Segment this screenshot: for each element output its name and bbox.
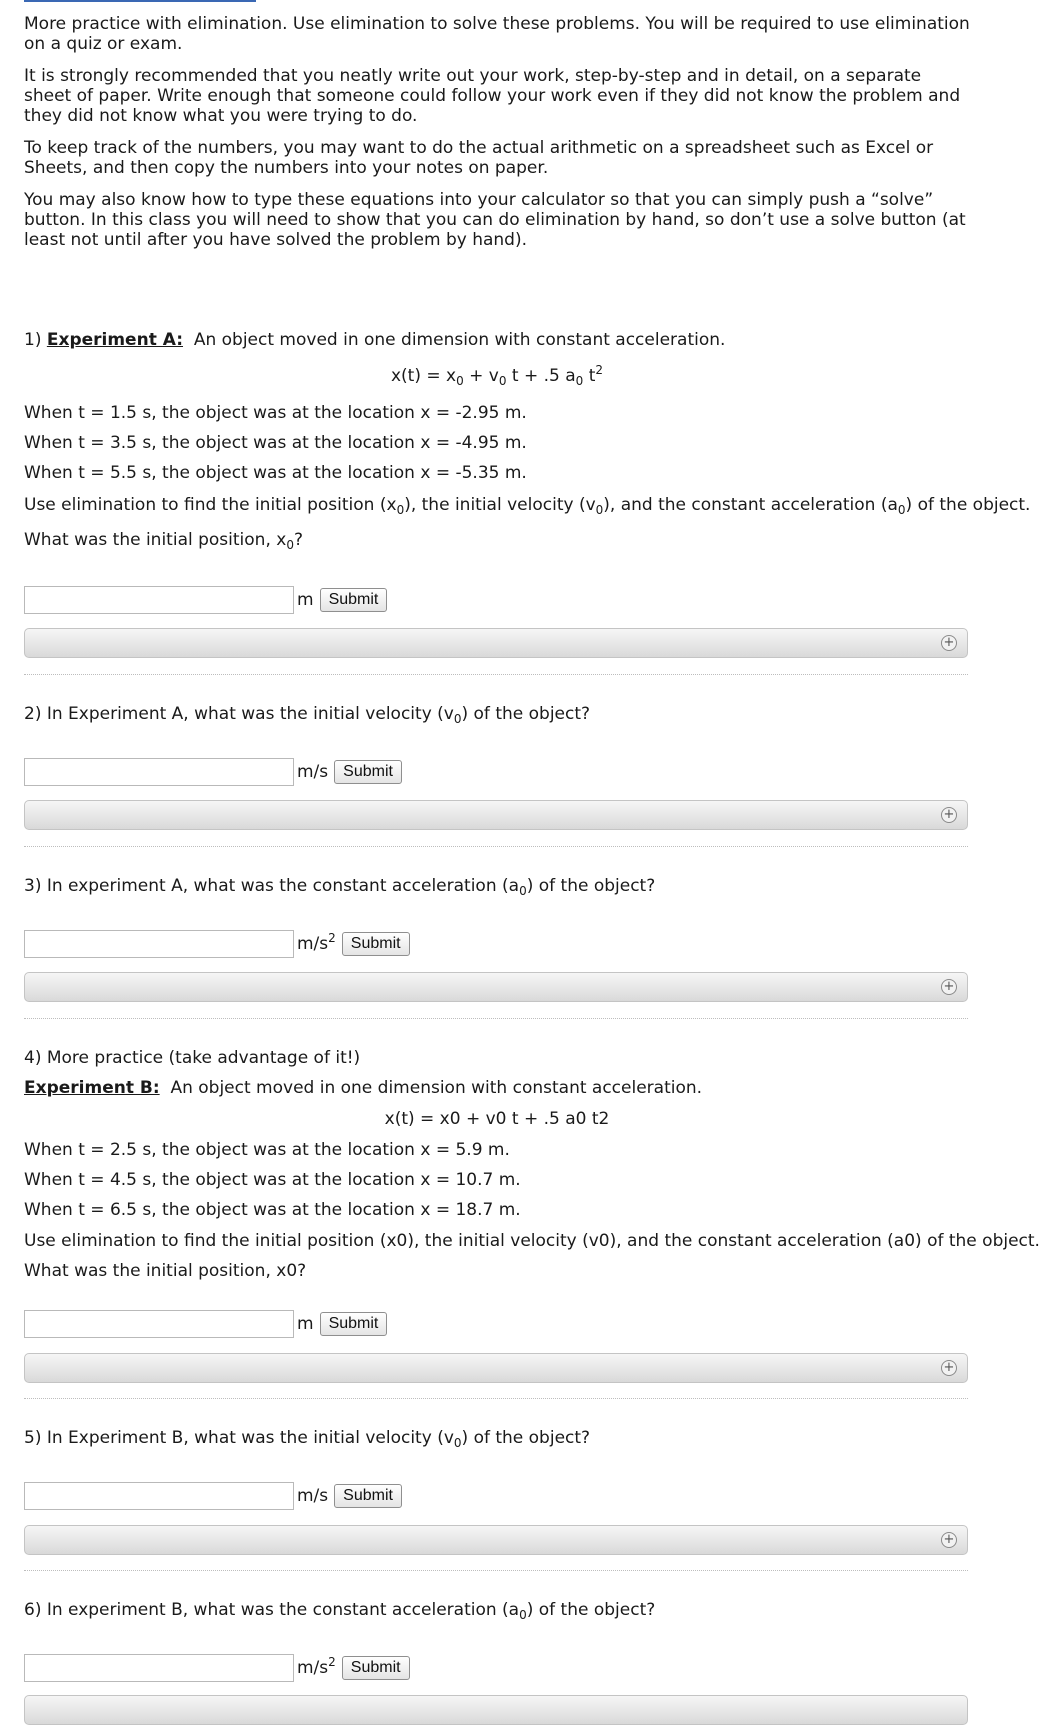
q4-data-line: When t = 6.5 s, the object was at the location x = 18.7 m. bbox=[24, 1200, 521, 1220]
plus-circle-icon[interactable]: + bbox=[941, 635, 957, 651]
q4-data-line: When t = 2.5 s, the object was at the location x = 5.9 m. bbox=[24, 1140, 510, 1160]
q2-feedback-bar[interactable] bbox=[24, 800, 968, 830]
q6-feedback-bar[interactable] bbox=[24, 1695, 968, 1725]
q3-answer-input[interactable] bbox=[24, 930, 294, 958]
intro-paragraph-2: It is strongly recommended that you neatly write out your work, step-by-step and in detail, on a separate sheet of paper. Write enough that someone could follow your work even if they did not know the problem and they did not know what you were trying to do. bbox=[24, 66, 961, 126]
q2-answer-row bbox=[24, 757, 402, 787]
q1-unit: m bbox=[297, 590, 314, 610]
q3-unit: $m/s^2$ bbox=[297, 931, 336, 954]
top-tabs-underline bbox=[24, 0, 256, 2]
divider bbox=[24, 846, 968, 847]
q1-data-line: When t = 3.5 s, the object was at the location x = -4.95 m. bbox=[24, 433, 527, 453]
q1-submit-button[interactable]: Submit bbox=[320, 588, 388, 612]
q1-answer-row bbox=[24, 585, 387, 615]
q1-header bbox=[24, 330, 725, 350]
q1-question: What was the initial position, $x_0$? bbox=[24, 530, 303, 552]
intro-paragraph-3: To keep track of the numbers, you may want to do the actual arithmetic on a spreadsheet such as Excel or Sheets, and then copy the numbers into your notes on paper. bbox=[24, 138, 934, 178]
q5-answer-input[interactable] bbox=[24, 1482, 294, 1510]
q1-instructions: Use elimination to find the initial position $(x_0)$, the initial velocity $(v_0)$, and the constant acceleration $(a_0)$ of the object. bbox=[24, 495, 1031, 517]
experiment-a-label: Experiment A: bbox=[46, 330, 184, 350]
intro-paragraph-1: More practice with elimination. Use elimination to solve these problems. You will be required to use elimination on a quiz or exam. bbox=[24, 14, 970, 54]
intro-paragraph-4: You may also know how to type these equations into your calculator so that you can simply push a “solve” button. In this class you will need to show that you can do elimination by hand, so don’t use a solve button (at least not until after you have solved the problem by hand). bbox=[24, 190, 966, 250]
q5-submit-button[interactable]: Submit bbox=[334, 1484, 402, 1508]
q4-answer-input[interactable] bbox=[24, 1310, 294, 1338]
q4-header bbox=[24, 1078, 702, 1098]
q6-unit: $m/s^2$ bbox=[297, 1655, 336, 1678]
q1-data-line: When t = 1.5 s, the object was at the location x = -2.95 m. bbox=[24, 403, 527, 423]
experiment-a-equation: $x(t) = x_0 + v_0$ t + .5 $a_0$ $t^2$ bbox=[390, 363, 604, 388]
q4-question: What was the initial position, x0? bbox=[24, 1261, 307, 1281]
q1-data-line: When t = 5.5 s, the object was at the location x = -5.35 m. bbox=[24, 463, 527, 483]
q3-submit-button[interactable]: Submit bbox=[342, 932, 410, 956]
q6-submit-button[interactable]: Submit bbox=[342, 1656, 410, 1680]
q6-answer-row bbox=[24, 1653, 410, 1683]
q2-answer-input[interactable] bbox=[24, 758, 294, 786]
plus-circle-icon[interactable]: + bbox=[941, 807, 957, 823]
plus-circle-icon[interactable]: + bbox=[941, 1532, 957, 1548]
experiment-a-description: An object moved in one dimension with constant acceleration. bbox=[193, 330, 726, 350]
q4-answer-row bbox=[24, 1309, 387, 1339]
q3-question: 3) In experiment A, what was the constant acceleration $(a_0)$ of the object? bbox=[24, 876, 656, 898]
divider bbox=[24, 1570, 968, 1571]
q5-answer-row bbox=[24, 1481, 402, 1511]
plus-circle-icon[interactable]: + bbox=[941, 1360, 957, 1376]
q4-instructions: Use elimination to find the initial position (x0), the initial velocity (v0), and the constant acceleration (a0) of the object. bbox=[24, 1231, 1040, 1251]
q1-number: 1) bbox=[24, 330, 42, 350]
q4-unit: m bbox=[297, 1314, 314, 1334]
q6-question: 6) In experiment B, what was the constant acceleration $(a_0)$ of the object? bbox=[24, 1600, 656, 1622]
q4-title: 4) More practice (take advantage of it!) bbox=[24, 1048, 361, 1068]
q4-feedback-bar[interactable] bbox=[24, 1353, 968, 1383]
intro-section bbox=[24, 14, 970, 262]
q5-unit: m/s bbox=[297, 1486, 329, 1506]
divider bbox=[24, 1018, 968, 1019]
q2-submit-button[interactable]: Submit bbox=[334, 760, 402, 784]
divider bbox=[24, 674, 968, 675]
plus-circle-icon[interactable]: + bbox=[941, 979, 957, 995]
experiment-b-equation: x(t) = x0 + v0 t + .5 a0 t2 bbox=[384, 1109, 610, 1129]
experiment-b-label: Experiment B: bbox=[24, 1078, 160, 1098]
divider bbox=[24, 1398, 968, 1399]
experiment-b-description: An object moved in one dimension with constant acceleration. bbox=[170, 1078, 703, 1098]
q1-feedback-bar[interactable] bbox=[24, 628, 968, 658]
q1-answer-input[interactable] bbox=[24, 586, 294, 614]
q5-feedback-bar[interactable] bbox=[24, 1525, 968, 1555]
q4-data-line: When t = 4.5 s, the object was at the location x = 10.7 m. bbox=[24, 1170, 521, 1190]
q6-answer-input[interactable] bbox=[24, 1654, 294, 1682]
q2-question: 2) In Experiment A, what was the initial velocity $(v_0)$ of the object? bbox=[24, 704, 591, 726]
q3-answer-row bbox=[24, 929, 410, 959]
q3-feedback-bar[interactable] bbox=[24, 972, 968, 1002]
q4-submit-button[interactable]: Submit bbox=[320, 1312, 388, 1336]
q2-unit: m/s bbox=[297, 762, 329, 782]
q5-question: 5) In Experiment B, what was the initial velocity $(v_0)$ of the object? bbox=[24, 1428, 591, 1450]
